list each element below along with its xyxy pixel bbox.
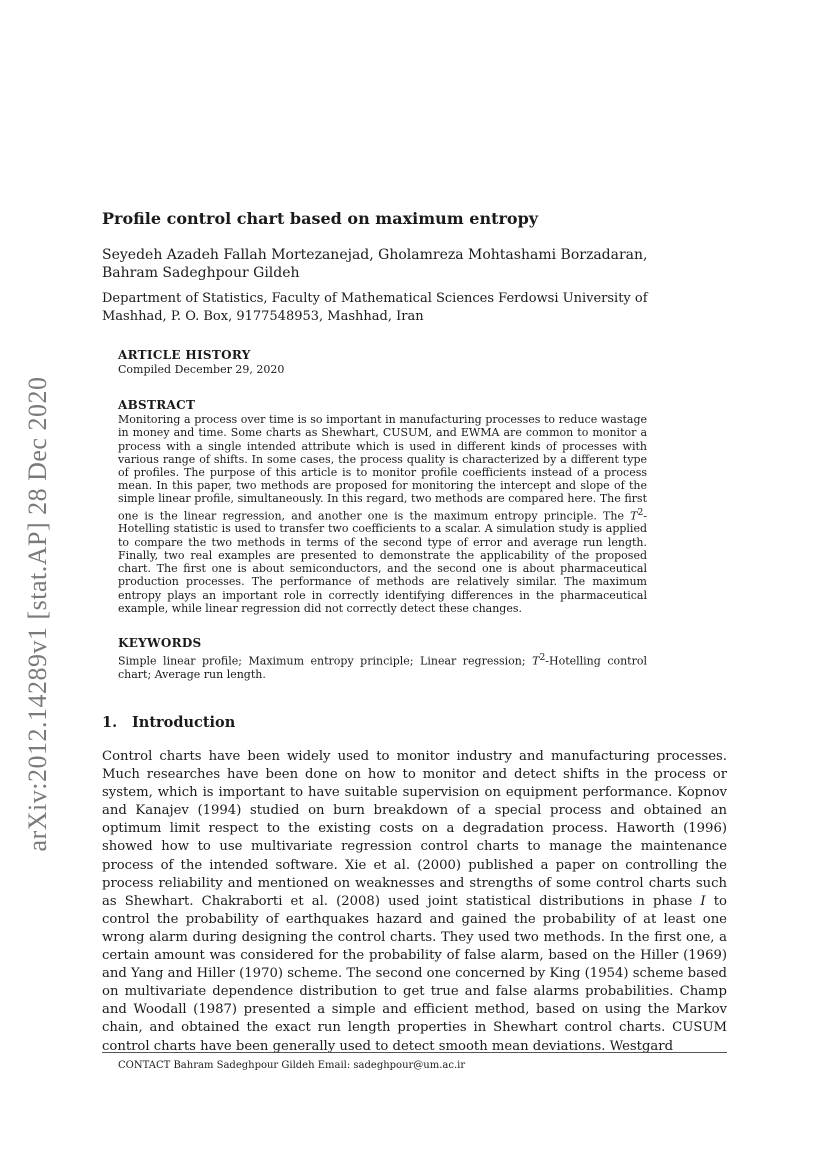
t-squared-symbol: T — [630, 509, 638, 523]
article-history-heading: ARTICLE HISTORY — [118, 348, 251, 362]
arxiv-side-stamp — [14, 362, 62, 867]
arxiv-identifier: arXiv:2012.14289v1 [stat.AP] 28 Dec 2020 — [23, 376, 52, 852]
abstract-text: Monitoring a process over time is so important in manufacturing processes to reduce wastage in money and time. Some charts as Shewhart, CUSUM, and EWMA are common to monitor a process with a single intended attribute which is used in different kinds of processes with various range of shifts. In some cases, the process quality is characterized by a different type of profiles. The purpose of this article is to monitor profile coefficients instead of a process mean. In this paper, two methods are proposed for monitoring the intercept and slope of the simple linear profile, simultaneously. In this regard, two methods are compared here. The first one is the linear regression, and another one is the maximum entropy principle. The $T^2$-Hotelling statistic is used to transfer two coefficients to a scalar. A simulation study is applied to compare the two methods in terms of the second type of error and average run length. Finally, two real examples are presented to demonstrate the applicability of the proposed chart. The first one is about semiconductors, and the second one is about pharmaceutical production processes. The performance of methods are relatively similar. The maximum entropy plays an important role in correctly identifying differences in the pharmaceutical example, while linear regression did not correctly detect these changes. — [118, 413, 647, 615]
keywords-heading: KEYWORDS — [118, 636, 202, 650]
compiled-date: Compiled December 29, 2020 — [118, 363, 285, 377]
phase-symbol: I — [700, 893, 706, 909]
section-title: Introduction — [132, 714, 236, 731]
keywords-text: Simple linear profile; Maximum entropy principle; Linear regression; $T^2$-Hotelling control chart; Average run length. — [118, 652, 648, 682]
abstract-heading: ABSTRACT — [118, 398, 196, 412]
section-heading-introduction — [102, 714, 235, 731]
t-squared-symbol: T — [532, 654, 540, 668]
author-affiliation: Department of Statistics, Faculty of Mathematical Sciences Ferdowsi University of Mashhad, P. O. Box, 9177548953, Mashhad, Iran — [102, 291, 648, 324]
article-history-block — [118, 349, 647, 376]
introduction-paragraph: Control charts have been widely used to monitor industry and manufacturing processes. Much researches have been done on how to monitor and detect shifts in the process or system, which is important to have suitable supervision on equipment performance. Kopnov and Kanajev (1994) studied on burn breakdown of a special process and obtained an optimum limit respect to the existing costs on a degradation process. Haworth (1996) showed how to use multivariate regression control charts to manage the maintenance process of the intended software. Xie et al. (2000) published a paper on controlling the process reliability and mentioned on weaknesses and strengths of some control charts such as Shewhart. Chakraborti et al. (2008) used joint statistical distributions in phase I to control the probability of earthquakes hazard and gained the probability of at least one wrong alarm during designing the control charts. They used two methods. In the first one, a certain amount was considered for the probability of false alarm, based on the Hiller (1969) and Yang and Hiller (1970) scheme. The second one concerned by King (1954) scheme based on multivariate dependence distribution to get true and false alarms probabilities. Champ and Woodall (1987) presented a simple and efficient method, based on using the Markov chain, and obtained the exact run length properties in Shewhart control charts. CUSUM control charts have been generally used to detect smooth mean deviations. Westgard — [102, 749, 727, 1054]
author-list: Seyedeh Azadeh Fallah Mortezanejad, Gholamreza Mohtashami Borzadaran, Bahram Sadeghpour Gildeh — [102, 247, 648, 281]
keywords-block — [118, 637, 647, 681]
contact-footnote: CONTACT Bahram Sadeghpour Gildeh Email: sadeghpour@um.ac.ir — [118, 1060, 466, 1071]
abstract-block — [118, 399, 647, 615]
section-number: 1. — [102, 714, 118, 731]
footnote-divider — [102, 1052, 727, 1053]
paper-title: Profile control chart based on maximum entropy — [102, 209, 539, 228]
